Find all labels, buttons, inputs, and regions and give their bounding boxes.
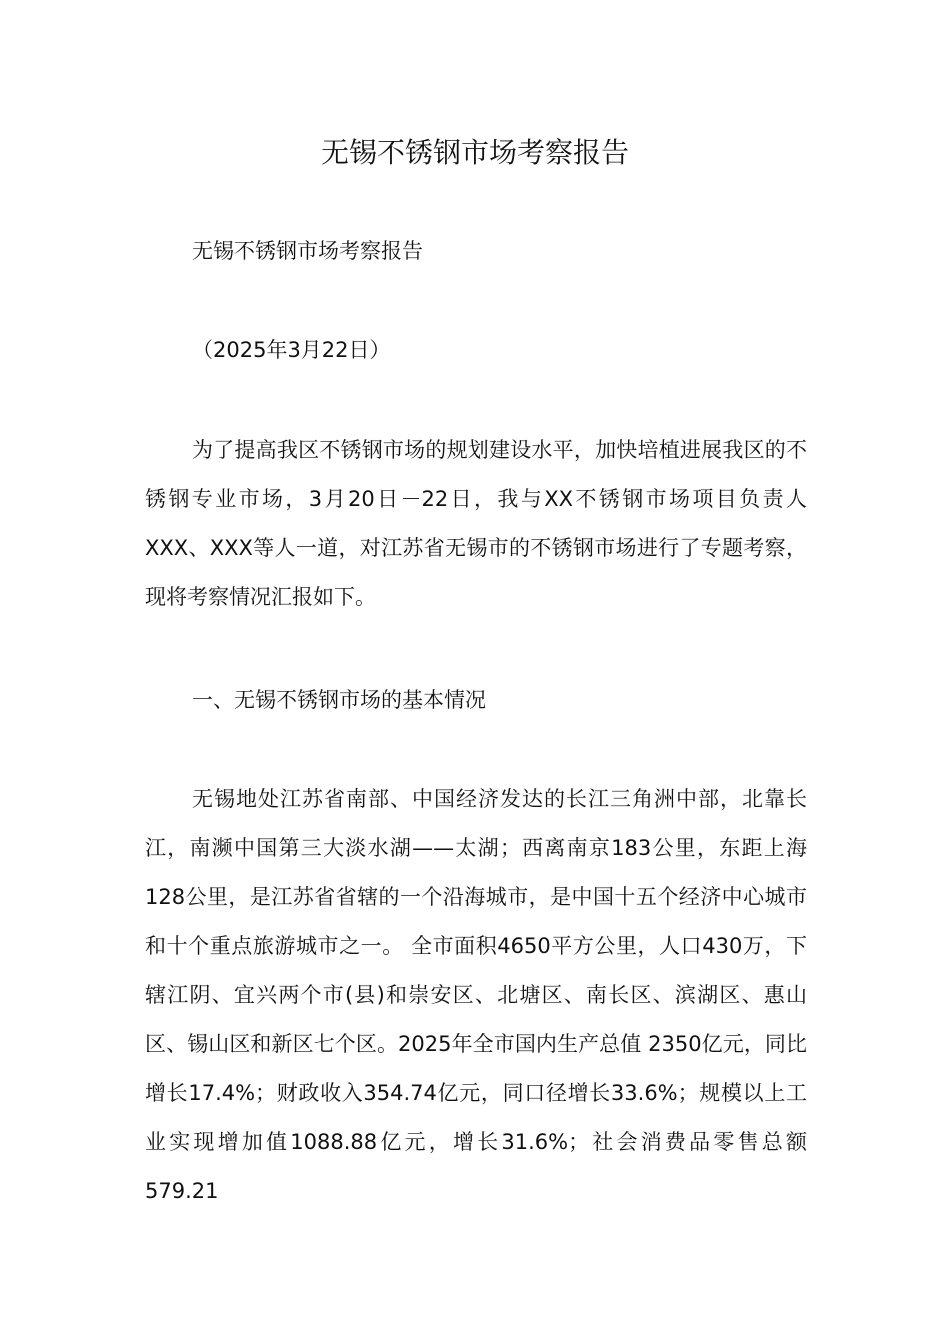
document-title: 无锡不锈钢市场考察报告 (320, 136, 629, 169)
document-subtitle: 无锡不锈钢市场考察报告 (192, 239, 423, 263)
intro-paragraph: 为了提高我区不锈钢市场的规划建设水平，加快培植进展我区的不锈钢专业市场，3月20日－22日，我与XX不锈钢市场项目负责人XXX、XXX等人一道，对江苏省无锡市的不锈钢市场进行了专题考察，现将考察情况汇报如下。 (145, 438, 807, 609)
body-paragraph: 无锡地处江苏省南部、中国经济发达的长江三角洲中部，北靠长江，南濒中国第三大淡水湖——太湖；西离南京183公里，东距上海128公里，是江苏省省辖的一个沿海城市，是中国十五个经济中心城市和十个重点旅游城市之一。 全市面积4650平方公里，人口430万，下辖江阴、宜兴两个市(县)和崇安区、北塘区、南长区、滨湖区、惠山区、锡山区和新区七个区。2025年全市国内生产总值 2350亿元，同比增长17.4%；财政收入354.74亿元，同口径增长33.6%；规模以上工业实现增加值1088.88亿元，增长31.6%；社会消费品零售总额 579.21 (145, 787, 807, 1203)
section-heading: 一、无锡不锈钢市场的基本情况 (192, 688, 486, 712)
report-date: （2025年3月22日） (192, 338, 391, 362)
